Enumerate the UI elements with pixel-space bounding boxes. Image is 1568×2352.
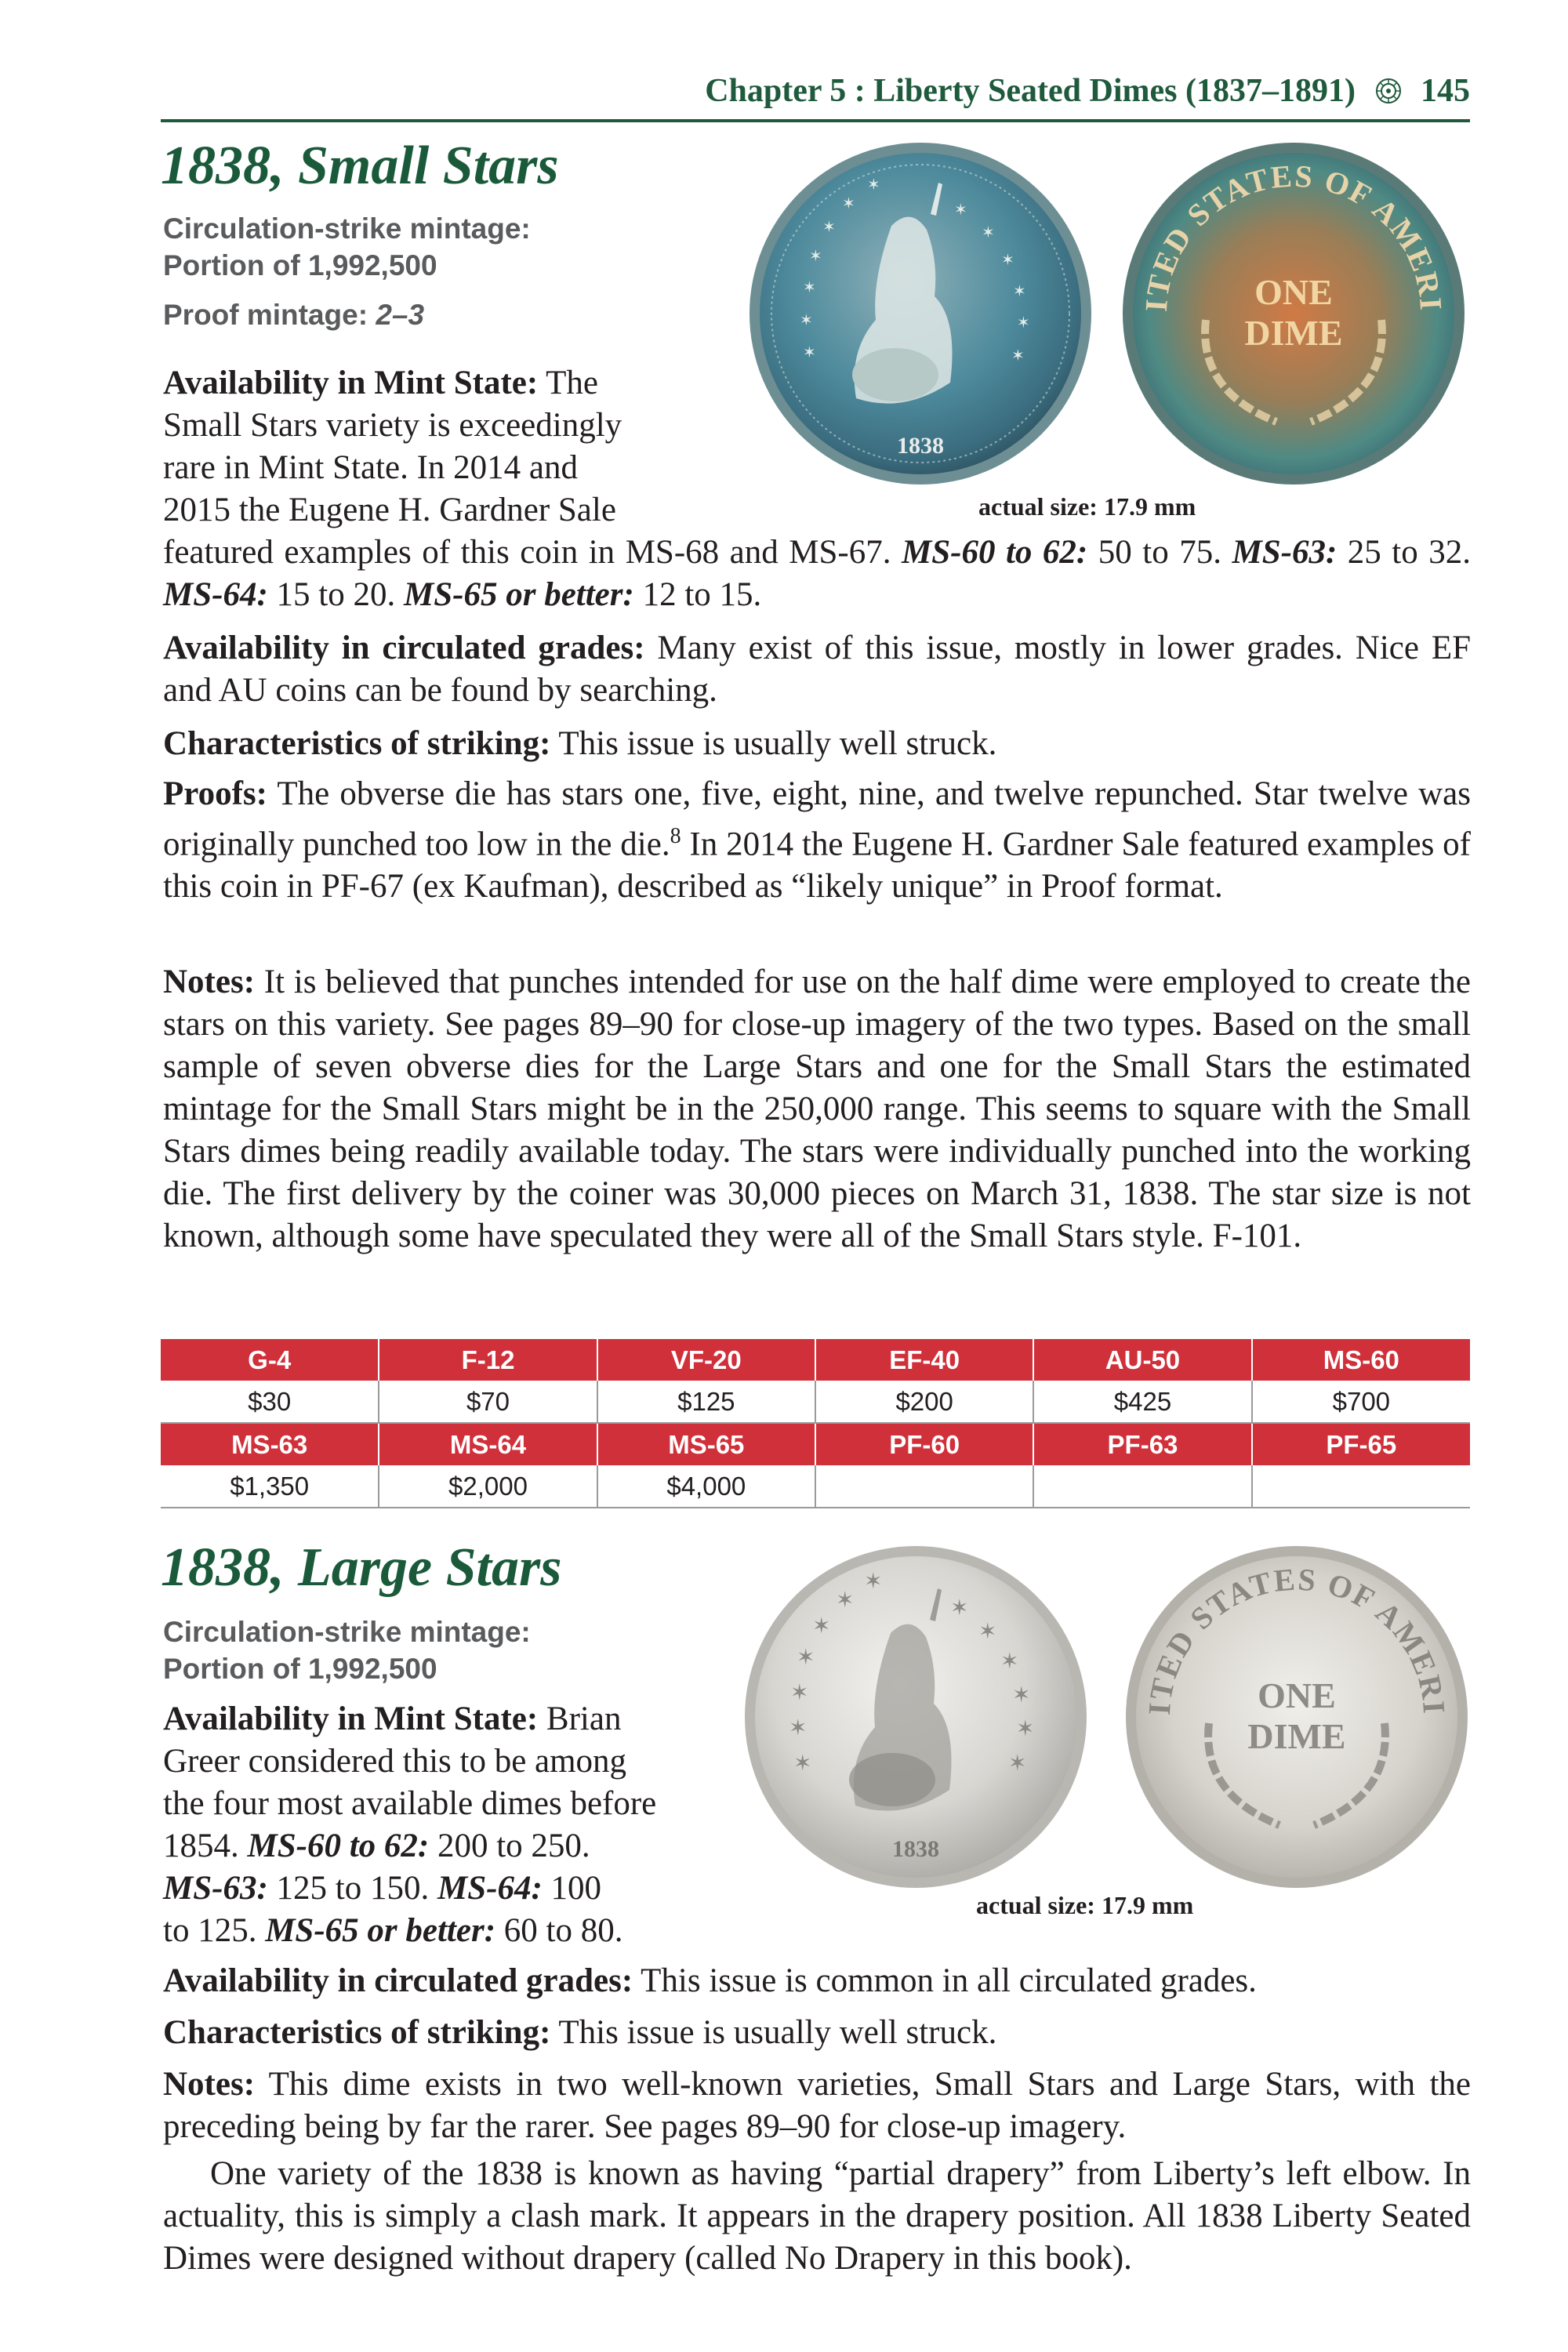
svg-text:✶: ✶ (1001, 252, 1014, 269)
notes-text: This dime exists in two well-known varieties, Small Stars and Large Stars, with the preceding being by far the rarer. See pages 89–90 for close-up imagery. (163, 2066, 1471, 2145)
grade-cell: MS-63 (161, 1423, 379, 1465)
price-table (161, 1339, 1470, 1508)
coin-caption-small-stars: actual size: 17.9 mm (978, 492, 1196, 521)
svg-text:✶: ✶ (809, 248, 822, 265)
price-value-row (161, 1381, 1470, 1423)
grade-ms65-value: 12 to 15. (633, 576, 762, 613)
reverse-legend: ITED STATES OF AMERI (1141, 1561, 1453, 1716)
mintage-block-large-stars (163, 1613, 531, 1687)
svg-text:✶: ✶ (1012, 1683, 1031, 1708)
svg-text:✶: ✶ (864, 1570, 883, 1594)
grade-cell: G-4 (161, 1339, 379, 1381)
coin-obverse-large-stars (742, 1543, 1091, 1896)
svg-text:✶: ✶ (797, 1646, 815, 1670)
strike-label: Characteristics of striking: (163, 725, 551, 762)
svg-text:✶: ✶ (1017, 314, 1030, 332)
price-cell: $1,350 (161, 1465, 379, 1508)
circ-text: This issue is common in all circulated grades. (633, 1962, 1257, 1999)
grade-ms60-62: MS-60 to 62: (247, 1828, 430, 1864)
grade-ms64: MS-64: (163, 576, 268, 613)
reverse-dime: DIME (1247, 1716, 1346, 1756)
coin-reverse-small-stars (1120, 140, 1468, 492)
circ-label: Availability in circulated grades: (163, 1962, 633, 1999)
ms-cont-text: featured examples of this coin in MS-68 and MS-67. (163, 534, 891, 571)
svg-text:✶: ✶ (867, 176, 880, 194)
svg-text:✶: ✶ (789, 1716, 808, 1740)
price-cell: $4,000 (597, 1465, 815, 1508)
price-cell (1252, 1465, 1470, 1508)
price-value-row (161, 1465, 1470, 1508)
ms-line-2: Greer considered this to be among (163, 1743, 627, 1780)
ms-line-6a: to 125. (163, 1912, 266, 1949)
notes-label: Notes: (163, 2066, 256, 2103)
proofs-text-b: In 2014 the Eugene H. Gardner Sale featured examples of this coin in PF-67 (ex Kaufman), described as “likely unique” in Proof format. (163, 826, 1471, 906)
proofs-label: Proofs: (163, 775, 267, 812)
ms-line-3: the four most available dimes before (163, 1785, 657, 1822)
price-cell: $30 (161, 1381, 379, 1423)
price-header-row (161, 1423, 1470, 1465)
proofs-text-a: The obverse die has stars one, five, eight, nine, and twelve repunched. Star twelve was originally punched too low in the die. (163, 775, 1471, 863)
chapter-title: Chapter 5 : Liberty Seated Dimes (1837–1891) (705, 73, 1356, 109)
price-cell: $70 (379, 1381, 597, 1423)
svg-text:✶: ✶ (1013, 283, 1026, 300)
ms-line-4: 2015 the Eugene H. Gardner Sale (163, 492, 616, 528)
notes-paragraph-small-stars (163, 961, 1471, 1258)
ms-line-4b: 200 to 250. (429, 1828, 590, 1864)
grade-ms64: MS-64: (437, 1870, 543, 1907)
ms-line-6b: 60 to 80. (495, 1912, 623, 1949)
ms-line-2: Small Stars variety is exceedingly (163, 407, 622, 444)
coin-reverse-large-stars (1123, 1543, 1472, 1896)
svg-text:✶: ✶ (822, 219, 836, 236)
grade-ms65: MS-65 or better: (404, 576, 634, 613)
header-text (705, 72, 1470, 110)
grade-ms60-62: MS-60 to 62: (902, 534, 1088, 571)
grade-cell: F-12 (379, 1339, 597, 1381)
circ-label: Availability in circulated grades: (163, 630, 645, 666)
mint-state-paragraph-small-stars (163, 362, 712, 532)
page-number: 145 (1421, 73, 1470, 109)
grade-cell: PF-60 (815, 1423, 1033, 1465)
footnote-marker: 8 (670, 824, 681, 848)
mint-state-paragraph-large-stars (163, 1698, 728, 1952)
svg-text:✶: ✶ (842, 195, 855, 212)
grade-cell: MS-64 (379, 1423, 597, 1465)
strike-text: This issue is usually well struck. (550, 725, 997, 762)
striking-paragraph-small-stars (163, 723, 1471, 765)
grade-cell: AU-50 (1033, 1339, 1251, 1381)
grade-cell: EF-40 (815, 1339, 1033, 1381)
coin-reverse-image (1120, 140, 1468, 488)
svg-text:✶: ✶ (790, 1681, 809, 1705)
svg-text:✶: ✶ (978, 1620, 997, 1644)
svg-text:✶: ✶ (1000, 1650, 1019, 1674)
striking-paragraph-large-stars (163, 2012, 1471, 2054)
svg-text:✶: ✶ (1016, 1717, 1035, 1741)
coin-reverse-image (1123, 1543, 1472, 1892)
svg-text:✶: ✶ (954, 201, 967, 219)
ms-line-1: The (538, 365, 598, 401)
grade-ms65: MS-65 or better: (265, 1912, 496, 1949)
coin-obverse-small-stars (746, 140, 1095, 492)
svg-text:✶: ✶ (803, 344, 816, 361)
svg-text:✶: ✶ (1008, 1751, 1027, 1776)
section-title-small-stars: 1838, Small Stars (161, 136, 559, 196)
coin-obverse-image (746, 140, 1095, 488)
price-header-row (161, 1339, 1470, 1381)
svg-text:✶: ✶ (812, 1614, 831, 1639)
mintage-block-small-stars (163, 210, 531, 333)
proof-mintage-label: Proof mintage: (163, 299, 368, 331)
reverse-dime: DIME (1244, 313, 1343, 353)
svg-text:✶: ✶ (982, 224, 995, 241)
price-cell (815, 1465, 1033, 1508)
svg-text:✶: ✶ (793, 1751, 812, 1776)
proof-mintage (163, 296, 531, 333)
mintage-value: Portion of 1,992,500 (163, 1653, 437, 1685)
proofs-paragraph-small-stars (163, 773, 1471, 908)
ms-line-3: rare in Mint State. In 2014 and (163, 449, 579, 486)
notes-text: It is believed that punches intended for use on the half dime were employed to create the stars on this variety. See pages 89–90 for close-up imagery of the two types. Based on the small sample of seven obverse dies for the Large Stars and one for the Small Stars the estimated mintage for the Small Stars might be in the 250,000 range. This seems to square with the Small Stars dimes being readily available today. The stars were individually punched into the working die. The first delivery by the coiner was 30,000 pieces on March 31, 1838. The star size is not known, although some have speculated they were all of the Small Stars style. F-101. (163, 964, 1471, 1254)
svg-text:✶: ✶ (950, 1596, 969, 1621)
notes-paragraph-large-stars (163, 2063, 1471, 2148)
grade-cell: MS-65 (597, 1423, 815, 1465)
svg-text:✶: ✶ (1011, 347, 1025, 365)
mint-state-continued-small-stars (163, 532, 1471, 616)
ms-label: Availability in Mint State: (163, 365, 539, 401)
ms-line-4a: 1854. (163, 1828, 248, 1864)
reverse-legend: ITED STATES OF AMERI (1138, 158, 1450, 313)
ms-line-1: Brian (538, 1700, 622, 1737)
section-title-large-stars: 1838, Large Stars (161, 1537, 562, 1598)
notes-label: Notes: (163, 964, 256, 1000)
rosette-icon (1375, 78, 1402, 104)
mintage-label: Circulation-strike mintage: (163, 212, 531, 245)
obverse-date: 1838 (892, 1836, 939, 1862)
svg-text:✶: ✶ (803, 279, 816, 296)
coin-caption-large-stars: actual size: 17.9 mm (976, 1891, 1194, 1919)
mintage-value: Portion of 1,992,500 (163, 249, 437, 281)
grade-cell: PF-63 (1033, 1423, 1251, 1465)
svg-text:✶: ✶ (836, 1588, 855, 1613)
mintage-label: Circulation-strike mintage: (163, 1616, 531, 1648)
price-cell: $425 (1033, 1381, 1251, 1423)
ms-line-5b: 100 (542, 1870, 602, 1907)
grade-ms63-value: 25 to 32. (1347, 534, 1472, 571)
circ-text: Many exist of this issue, mostly in lower grades. Nice EF and AU coins can be found by searching. (163, 630, 1472, 709)
strike-text: This issue is usually well struck. (550, 2014, 997, 2051)
reverse-one: ONE (1258, 1675, 1336, 1715)
circulated-paragraph-large-stars (163, 1960, 1471, 2002)
circulated-paragraph-small-stars (163, 627, 1471, 712)
price-cell: $125 (597, 1381, 815, 1423)
grade-cell: PF-65 (1252, 1423, 1470, 1465)
proof-mintage-value: 2–3 (376, 299, 425, 331)
svg-text:✶: ✶ (800, 312, 813, 329)
price-cell: $200 (815, 1381, 1033, 1423)
grade-ms64-value: 15 to 20. (267, 576, 396, 613)
grade-ms63: MS-63: (1232, 534, 1338, 571)
notes-paragraph-2-large-stars: One variety of the 1838 is known as having “partial drapery” from Liberty’s left elbow. In actuality, this is simply a clash mark. It appears in the drapery position. All 1838 Liberty Seated Dimes were designed without drapery (called No Drapery in this book). (163, 2155, 1471, 2277)
price-cell (1033, 1465, 1251, 1508)
obverse-date: 1838 (897, 433, 944, 459)
strike-label: Characteristics of striking: (163, 2014, 551, 2051)
grade-ms60-62-value: 50 to 75. (1087, 534, 1221, 571)
ms-line-5a: 125 to 150. (267, 1870, 437, 1907)
grade-cell: VF-20 (597, 1339, 815, 1381)
price-cell: $700 (1252, 1381, 1470, 1423)
coin-obverse-image (742, 1543, 1091, 1892)
grade-ms63: MS-63: (163, 1870, 268, 1907)
price-cell: $2,000 (379, 1465, 597, 1508)
running-header (161, 72, 1470, 119)
grade-cell: MS-60 (1252, 1339, 1470, 1381)
ms-label: Availability in Mint State: (163, 1700, 539, 1737)
reverse-one: ONE (1254, 272, 1333, 312)
header-rule (161, 119, 1470, 122)
